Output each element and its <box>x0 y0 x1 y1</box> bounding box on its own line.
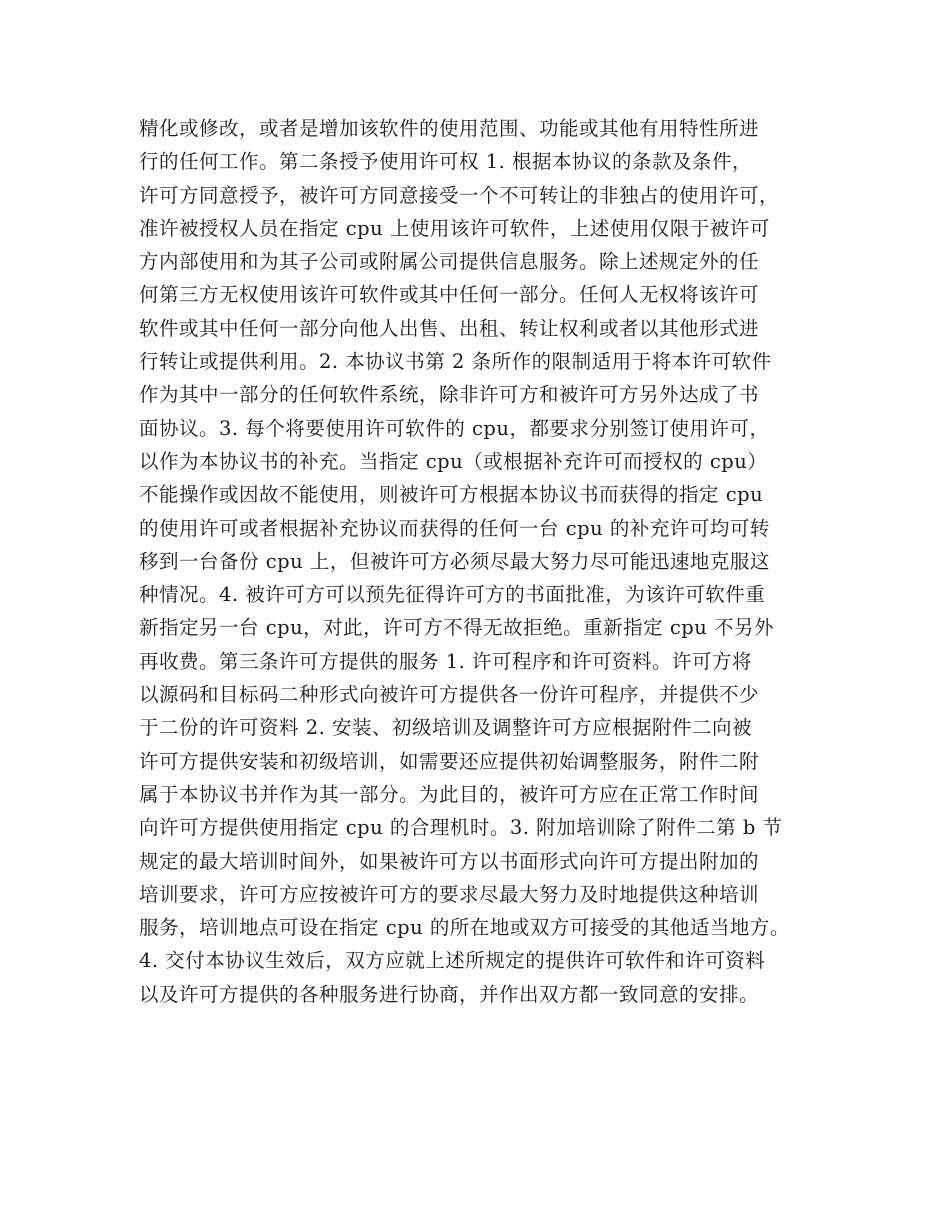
text-line: 以作为本协议书的补充。当指定 cpu（或根据补充许可而授权的 cpu） <box>139 449 768 473</box>
text-line: 许可方同意授予，被许可方同意接受一个不可转让的非独占的使用许可， <box>139 183 780 207</box>
text-line: 行的任何工作。第二条授予使用许可权 1. 根据本协议的条款及条件， <box>139 150 753 174</box>
text-line: 软件或其中任何一部分向他人出售、出租、转让权利或者以其他形式进 <box>139 316 760 340</box>
text-line: 面协议。3. 每个将要使用许可软件的 cpu，都要求分别签订使用许可， <box>139 416 770 440</box>
text-line: 精化或修改，或者是增加该软件的使用范围、功能或其他有用特性所进 <box>139 117 760 140</box>
text-line: 新指定另一台 cpu，对此，许可方不得无故拒绝。重新指定 cpu 不另外 <box>139 616 775 640</box>
text-line: 以及许可方提供的各种服务进行协商，并作出双方都一致同意的安排。 <box>139 982 760 1006</box>
text-line: 向许可方提供使用指定 cpu 的合理机时。3. 附加培训除了附件二第 b 节 <box>139 816 783 840</box>
text-line: 于二份的许可资料 2. 安装、初级培训及调整许可方应根据附件二向被 <box>139 716 753 740</box>
text-line: 行转让或提供利用。2. 本协议书第 2 条所作的限制适用于将本许可软件 <box>139 350 772 374</box>
text-line: 以源码和目标码二种形式向被许可方提供各一份许可程序，并提供不少 <box>139 683 760 707</box>
text-line: 何第三方无权使用该许可软件或其中任何一部分。任何人无权将该许可 <box>139 283 760 307</box>
text-line: 的使用许可或者根据补充协议而获得的任何一台 cpu 的补充许可均可转 <box>139 516 770 540</box>
text-line: 不能操作或因故不能使用，则被许可方根据本协议书而获得的指定 cpu <box>139 483 764 507</box>
text-line: 许可方提供安装和初级培训，如需要还应提供初始调整服务，附件二附 <box>139 749 760 773</box>
text-line: 培训要求，许可方应按被许可方的要求尽最大努力及时地提供这种培训 <box>139 882 760 906</box>
text-line: 再收费。第三条许可方提供的服务 1. 许可程序和许可资料。许可方将 <box>139 649 753 673</box>
text-line: 方内部使用和为其子公司或附属公司提供信息服务。除上述规定外的任 <box>139 250 760 274</box>
text-line: 服务，培训地点可设在指定 cpu 的所在地或双方可接受的其他适当地方。 <box>139 916 790 940</box>
text-line: 作为其中一部分的任何软件系统，除非许可方和被许可方另外达成了书 <box>139 383 760 407</box>
text-line: 4. 交付本协议生效后，双方应就上述所规定的提供许可软件和许可资料 <box>139 949 766 973</box>
body-text <box>139 112 829 1011</box>
text-line: 移到一台备份 cpu 上，但被许可方必须尽最大努力尽可能迅速地克服这 <box>139 549 770 573</box>
text-line: 种情况。4. 被许可方可以预先征得许可方的书面批准，为该许可软件重 <box>139 583 766 607</box>
text-line: 规定的最大培训时间外，如果被许可方以书面形式向许可方提出附加的 <box>139 849 760 873</box>
text-line: 属于本协议书并作为其一部分。为此目的，被许可方应在正常工作时间 <box>139 782 760 806</box>
text-line: 准许被授权人员在指定 cpu 上使用该许可软件，上述使用仅限于被许可 <box>139 216 770 240</box>
